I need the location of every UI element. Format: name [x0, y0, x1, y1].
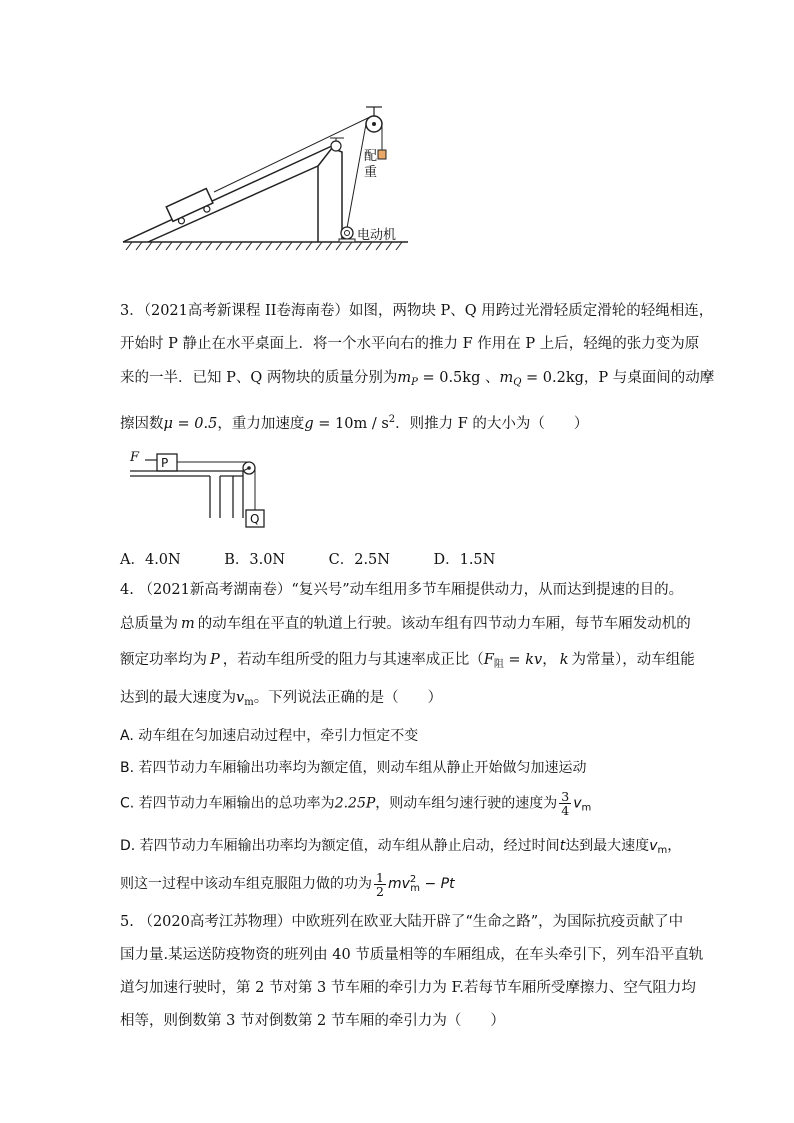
q4-option-b: B. 若四节动力车厢输出功率均为额定值，则动车组从静止开始做匀加速运动 — [120, 760, 587, 776]
q4-line-3-text: 额定功率均为 — [120, 652, 207, 668]
q4-line-2-text: 总质量为 — [120, 616, 178, 632]
mass-p-value: = 0.5kg 、 — [417, 370, 500, 386]
work-sub: m — [410, 883, 421, 894]
label-counterweight-1: 配 — [364, 149, 378, 164]
mass-p: m — [397, 370, 412, 386]
q4-option-d-text: D. 若四节动力车厢输出功率均为额定值，动车组从静止启动，经过时间 — [120, 838, 560, 854]
q4-option-c-text: C. 若四节动力车厢输出的总功率为 — [120, 795, 335, 812]
q4-option-c-mid: ，则动车组匀速行驶的速度为 — [375, 795, 558, 812]
velocity-symbol: v — [236, 690, 245, 706]
q4-line-3 — [120, 650, 695, 675]
time-symbol: t — [559, 838, 566, 854]
q4-option-d-line-2-text: 则这一过程中该动车组克服阻力做的功为 — [120, 876, 372, 892]
work-exponent: 2 — [409, 874, 417, 885]
q4-line-4-tail: 。下列说法正确的是（ ） — [253, 690, 443, 706]
q5-line-1: 5. （2020高考江苏物理）中欧班列在欧亚大陆开辟了“生命之路”，为国际抗疫贡献了中 — [120, 914, 684, 930]
q4-option-d — [120, 836, 681, 861]
fraction-numerator: 1 — [376, 869, 384, 885]
label-block-q: Q — [250, 512, 260, 526]
q4-option-c-fraction — [559, 790, 571, 817]
resistance-formula: = kv — [503, 652, 543, 668]
q5-line-2: 国力量.某运送防疫物资的班列由 40 节质量相等的车厢组成，在车头牵引下，列车沿平直轨 — [120, 947, 704, 963]
q4-option-d-fraction — [374, 871, 386, 898]
label-counterweight-2: 重 — [364, 165, 378, 180]
q3-line-4-text: 擦因数 — [120, 416, 164, 432]
q4-line-4-text: 达到的最大速度为 — [120, 690, 236, 706]
label-force-f: F — [130, 450, 140, 465]
gravity-value: = 10m / s — [313, 416, 389, 432]
q4-option-d-mid: 达到最大速度 — [565, 838, 650, 854]
mass-p-sub: P — [411, 377, 418, 388]
q4-option-d-velocity: v — [649, 838, 658, 854]
q4-option-d-line-2 — [120, 870, 455, 899]
q3-options: A．4.0N B．3.0N C．2.5N D．1.5N — [120, 552, 496, 568]
q4-line-3-tail: 为常量），动车组能 — [571, 652, 695, 668]
q4-option-c-velocity: v — [573, 795, 582, 812]
mass-symbol: m — [181, 616, 195, 632]
q3-line-3-tail: ，P 与桌面间的动摩 — [583, 370, 715, 386]
q4-option-c-velocity-sub: m — [581, 802, 592, 814]
mass-q-sub: Q — [513, 377, 522, 388]
work-expression: mv — [387, 876, 410, 892]
q4-option-c — [120, 790, 591, 819]
fraction-numerator: 3 — [561, 789, 570, 804]
q4-option-d-comma: ， — [667, 838, 682, 854]
q5-line-4: 相等，则倒数第 3 节对倒数第 2 节车厢的牵引力为（ ） — [120, 1013, 505, 1029]
gravity-exponent: 2 — [388, 414, 396, 425]
resistance-sub: 阻 — [493, 659, 504, 670]
work-tail: − Pt — [420, 876, 455, 892]
q4-line-2-tail: 的动车组在平直的轨道上行驶。该动车组有四节动力车厢，每节车厢发动机的 — [197, 616, 691, 632]
q4-line-2 — [120, 614, 691, 634]
q4-line-3-comma: ， — [542, 652, 557, 668]
q4-line-3-mid: ，若动车组所受的阻力与其速率成正比（ — [222, 652, 484, 668]
velocity-sub: m — [244, 697, 254, 708]
k-symbol: k — [559, 652, 569, 668]
q4-option-c-power: 2.25P — [334, 795, 376, 812]
q4-line-4 — [120, 688, 442, 713]
resistance-symbol: F — [483, 652, 494, 668]
q3-line-4 — [120, 410, 588, 434]
power-symbol: P — [210, 652, 220, 668]
q3-line-3-text: 来的一半．已知 P、Q 两物块的质量分别为 — [120, 370, 398, 386]
q3-line-1: 3．（2021高考新课程 II卷海南卷）如图，两物块 P、Q 用跨过光滑轻质定滑轮的轻绳相连， — [120, 303, 714, 319]
fraction-denominator: 2 — [376, 883, 384, 899]
table-pulley-figure — [125, 450, 275, 540]
q4-option-d-velocity-sub: m — [657, 845, 668, 856]
label-motor: 电动机 — [357, 228, 397, 243]
mass-q-value: = 0.2kg — [521, 370, 584, 386]
mass-q: m — [499, 370, 514, 386]
gravity-symbol: g — [304, 416, 314, 432]
friction-coefficient: μ = 0.5 — [163, 416, 218, 432]
q3-line-4-mid: ，重力加速度 — [217, 416, 305, 432]
q3-line-2: 开始时 P 静止在水平桌面上．将一个水平向右的推力 F 作用在 P 上后，轻绳的张力变为原 — [120, 336, 700, 352]
q5-line-3: 道匀加速行驶时，第 2 节对第 3 节车厢的牵引力为 F.若每节车厢所受摩擦力、空气阻力均 — [120, 980, 696, 996]
fraction-denominator: 4 — [561, 803, 570, 818]
q4-line-1: 4. （2021新高考湖南卷）“复兴号”动车组用多节车厢提供动力，从而达到提速的目的。 — [120, 582, 684, 598]
q4-option-a: A. 动车组在匀加速启动过程中，牵引力恒定不变 — [120, 728, 419, 744]
q3-line-4-tail: ．则推力 F 的大小为（ ） — [395, 416, 589, 432]
q3-line-3 — [120, 368, 714, 393]
label-block-p: P — [161, 456, 169, 470]
